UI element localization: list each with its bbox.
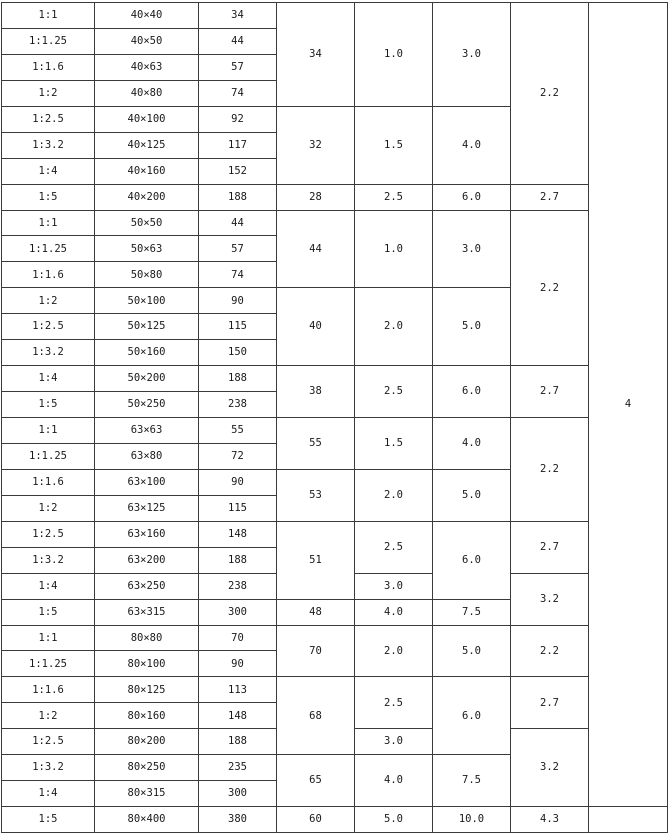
cell-col6: 7.5 [433,755,511,807]
cell-ratio: 1:2.5 [2,729,95,755]
cell-col4: 34 [277,3,355,107]
cell-size: 40×160 [95,158,199,184]
cell-col6: 7.5 [433,599,511,625]
cell-size: 40×63 [95,54,199,80]
cell-ratio: 1:3.2 [2,340,95,366]
cell-size: 80×80 [95,625,199,651]
cell-size: 50×63 [95,236,199,262]
spec-table [1,2,668,833]
cell-col4: 32 [277,106,355,184]
table-row [2,210,668,236]
cell-size: 80×160 [95,703,199,729]
cell-area: 90 [199,288,277,314]
cell-size: 80×315 [95,781,199,807]
cell-col5: 4.0 [355,755,433,807]
cell-ratio: 1:2 [2,80,95,106]
cell-col5: 2.0 [355,288,433,366]
cell-col5: 1.0 [355,3,433,107]
cell-ratio: 1:5 [2,392,95,418]
cell-col7: 2.7 [511,677,589,729]
cell-col6: 6.0 [433,366,511,418]
cell-ratio: 1:3.2 [2,547,95,573]
cell-ratio: 1:1.25 [2,651,95,677]
cell-area: 44 [199,28,277,54]
cell-size: 63×100 [95,469,199,495]
cell-ratio: 1:2.5 [2,106,95,132]
cell-size: 63×63 [95,418,199,444]
cell-col4: 51 [277,521,355,599]
cell-area: 188 [199,547,277,573]
cell-area: 72 [199,443,277,469]
cell-size: 50×250 [95,392,199,418]
cell-ratio: 1:1 [2,418,95,444]
cell-ratio: 1:1.6 [2,677,95,703]
cell-col5: 4.0 [355,599,433,625]
cell-col6: 5.0 [433,469,511,521]
cell-area: 188 [199,184,277,210]
cell-size: 80×400 [95,807,199,833]
cell-col7: 3.2 [511,729,589,807]
cell-col7: 2.7 [511,366,589,418]
cell-area: 92 [199,106,277,132]
cell-col4: 53 [277,469,355,521]
cell-ratio: 1:2.5 [2,314,95,340]
cell-col4: 40 [277,288,355,366]
cell-area: 117 [199,132,277,158]
cell-col5: 3.0 [355,729,433,755]
cell-ratio: 1:1.25 [2,443,95,469]
cell-area: 34 [199,3,277,29]
cell-area: 148 [199,521,277,547]
cell-area: 188 [199,729,277,755]
cell-col6: 4.0 [433,418,511,470]
cell-size: 40×80 [95,80,199,106]
cell-col5: 2.5 [355,366,433,418]
cell-size: 80×200 [95,729,199,755]
cell-size: 40×200 [95,184,199,210]
table-row [2,677,668,703]
cell-size: 63×125 [95,495,199,521]
table-row [2,184,668,210]
cell-size: 50×160 [95,340,199,366]
cell-col6: 3.0 [433,210,511,288]
cell-ratio: 1:4 [2,366,95,392]
cell-col6: 6.0 [433,521,511,599]
cell-ratio: 1:1 [2,210,95,236]
table-row [2,3,668,29]
cell-ratio: 1:5 [2,807,95,833]
cell-ratio: 1:2.5 [2,521,95,547]
cell-col4: 65 [277,755,355,807]
cell-size: 80×125 [95,677,199,703]
cell-area: 74 [199,262,277,288]
cell-col5: 1.5 [355,418,433,470]
cell-ratio: 1:1 [2,625,95,651]
cell-area: 55 [199,418,277,444]
cell-col5: 2.5 [355,184,433,210]
cell-ratio: 1:5 [2,599,95,625]
cell-area: 150 [199,340,277,366]
cell-col5: 1.5 [355,106,433,184]
cell-ratio: 1:2 [2,495,95,521]
cell-col4: 38 [277,366,355,418]
cell-col6: 4.0 [433,106,511,184]
cell-area: 115 [199,314,277,340]
cell-size: 63×250 [95,573,199,599]
cell-area: 238 [199,392,277,418]
cell-ratio: 1:1.6 [2,262,95,288]
cell-col7: 2.7 [511,184,589,210]
cell-col5: 2.0 [355,469,433,521]
cell-col8: 4 [589,3,668,807]
cell-size: 63×315 [95,599,199,625]
cell-col5: 3.0 [355,573,433,599]
cell-area: 74 [199,80,277,106]
cell-col4: 70 [277,625,355,677]
cell-size: 40×40 [95,3,199,29]
cell-ratio: 1:3.2 [2,755,95,781]
cell-col5: 2.0 [355,625,433,677]
cell-ratio: 1:1.6 [2,54,95,80]
cell-size: 50×100 [95,288,199,314]
cell-col6: 10.0 [433,807,511,833]
cell-area: 148 [199,703,277,729]
cell-ratio: 1:1.25 [2,28,95,54]
table-row [2,418,668,444]
cell-area: 57 [199,236,277,262]
cell-size: 63×200 [95,547,199,573]
cell-col4: 44 [277,210,355,288]
cell-area: 44 [199,210,277,236]
table-row [2,521,668,547]
spec-table-body [2,3,668,833]
cell-ratio: 1:1 [2,3,95,29]
cell-col4: 68 [277,677,355,755]
cell-ratio: 1:1.25 [2,236,95,262]
cell-size: 80×250 [95,755,199,781]
cell-size: 40×125 [95,132,199,158]
cell-size: 40×50 [95,28,199,54]
cell-col5: 1.0 [355,210,433,288]
table-row [2,807,668,833]
cell-col6: 5.0 [433,625,511,677]
cell-col7: 4.3 [511,807,589,833]
cell-col7: 2.7 [511,521,589,573]
cell-col5: 2.5 [355,677,433,729]
cell-area: 70 [199,625,277,651]
cell-col7: 2.2 [511,3,589,185]
cell-col5: 5.0 [355,807,433,833]
cell-area: 300 [199,599,277,625]
cell-col6: 3.0 [433,3,511,107]
cell-size: 40×100 [95,106,199,132]
cell-area: 235 [199,755,277,781]
cell-size: 63×160 [95,521,199,547]
cell-ratio: 1:2 [2,288,95,314]
cell-area: 113 [199,677,277,703]
cell-col7: 2.2 [511,418,589,522]
table-row [2,366,668,392]
cell-col6: 5.0 [433,288,511,366]
cell-size: 50×200 [95,366,199,392]
cell-col4: 60 [277,807,355,833]
cell-col5: 2.5 [355,521,433,573]
cell-ratio: 1:5 [2,184,95,210]
cell-col7: 2.2 [511,625,589,677]
cell-col6: 6.0 [433,677,511,755]
cell-col7: 3.2 [511,573,589,625]
cell-col8 [589,807,668,833]
cell-col4: 55 [277,418,355,470]
cell-area: 115 [199,495,277,521]
cell-area: 300 [199,781,277,807]
cell-col6: 6.0 [433,184,511,210]
cell-area: 238 [199,573,277,599]
cell-ratio: 1:4 [2,781,95,807]
cell-size: 50×125 [95,314,199,340]
cell-area: 188 [199,366,277,392]
cell-area: 90 [199,651,277,677]
cell-ratio: 1:4 [2,158,95,184]
cell-area: 152 [199,158,277,184]
cell-size: 50×50 [95,210,199,236]
cell-size: 50×80 [95,262,199,288]
cell-size: 63×80 [95,443,199,469]
cell-ratio: 1:2 [2,703,95,729]
cell-area: 57 [199,54,277,80]
cell-col7: 2.2 [511,210,589,366]
cell-ratio: 1:4 [2,573,95,599]
cell-size: 80×100 [95,651,199,677]
cell-col4: 48 [277,599,355,625]
cell-area: 380 [199,807,277,833]
cell-ratio: 1:1.6 [2,469,95,495]
cell-area: 90 [199,469,277,495]
cell-ratio: 1:3.2 [2,132,95,158]
cell-col4: 28 [277,184,355,210]
table-row [2,625,668,651]
